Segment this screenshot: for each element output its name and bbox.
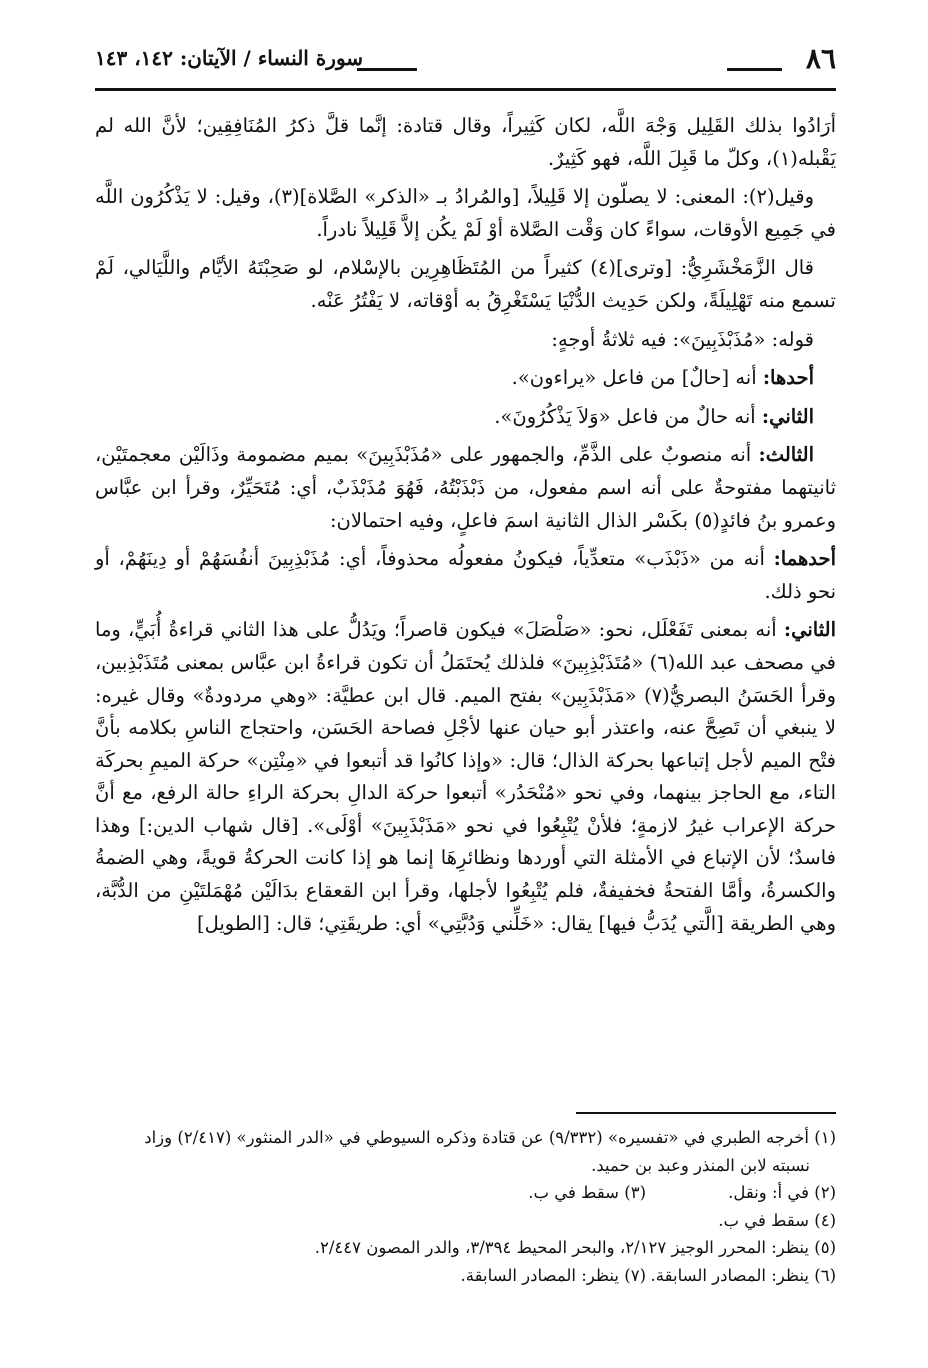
footnote: (٥) ينظر: المحرر الوجيز ٢/١٢٧، والبحر المحيط ٣/٣٩٤، والدر المصون ٢/٤٤٧.: [314, 1238, 836, 1258]
item-label: الثالث:: [758, 443, 814, 467]
page-header: [95, 38, 836, 91]
footnote: (٧) ينظر: المصادر السابقة.: [460, 1265, 646, 1285]
paragraph: [95, 362, 836, 395]
paragraph: قوله: «مُذَبْذَبِينَ»: فيه ثلاثةُ أوجهٍ:: [551, 327, 814, 351]
footnote: (١) أخرجه الطبري في «تفسيره» (٩/٣٣٢) عن قتادة وذكره السيوطي في «الدر المنثور» (٢/٤١٧) وزاد: [144, 1128, 836, 1147]
footnotes: [95, 1124, 836, 1290]
item-text: أنه حالٌ من فاعل «وَلاَ يَذْكُرُونَ».: [494, 404, 762, 428]
paragraph: [95, 439, 836, 537]
item-label: الثاني:: [761, 404, 814, 428]
footnote: (٤) سقط في ب.: [718, 1210, 836, 1230]
page-number: ٨٦: [805, 42, 836, 75]
footnote-row: [95, 1179, 836, 1207]
item-label: الثاني:: [783, 618, 836, 642]
paragraph: [95, 614, 836, 940]
item-text: أنه بمعنى تَفَعْلَل، نحو: «صَلْصَلَ» فيكون قاصراً؛ ويَدُلُّ على هذا الثاني قراءةُ أُبَيٍّ، وما في مصحف عبد الله(٦) «مُتَذَبْذِبِينَ» فلذلك يُحتَمَلُ أن تكون قراءةُ ابن عبَّاس بمعنى مُتَذَبْذِبين، وقرأ الحَسَنُ البصريُّ(٧) «مَذَبْذَبِين» بفتح الميم. قال ابن عطيَّة: «وهي مردودةٌ» وقال غيره: لا ينبغي أن تَصِحَّ عنه، واعتذر أبو حيان عنها لأجْلِ فصاحة الحَسَن، واحتجاج الناسِ بكلامه بأنَّ فتْح الميم لأجل إتباعها بحركة الذال؛ قال: «وإذا كانُوا قد أتبعوا في «مِنْتِن» حركة الميمِ بحركَة التاء، مع الحاجز بينهما، وفي نحو «مُنْحَدُر» أتبعوا حركة الدالِ بحركة الراءِ حالة الرفع، مع أنَّ حركة الإعراب غيرُ لازمةٍ؛ فلأنْ يُتْبِعُوا في نحو «مَذَبْذَبِينَ» أوْلَى». [قال شهاب الدين:] وهذا فاسدٌ؛ لأن الإتباع في الأمثلة التي أوردها ونظائرِهَا إنما هو إذا كانت الحركةُ قويةً، وهي الضمةُ والكسرةُ، وأمَّا الفتحةُ فخفيفةٌ، فلم يُتْبِعُوا لأجلها، وقرأ ابن القعقاع بدَالَيْن مُهْمَلتَيْنِ من الدُّبَّة، وهي الطريقة [الَّتي يُدَبُّ فيها] يقال: «خَلِّني وَدُبَّتِي» أي: طريقَتِي؛ قال: [الطويل]: [95, 618, 836, 935]
paragraph: [95, 401, 836, 434]
footnote-separator: [576, 1112, 836, 1114]
main-text: [95, 110, 836, 946]
item-label: أحدهما:: [773, 547, 836, 571]
footnote: (٢) في أ: ونقل.: [728, 1183, 836, 1203]
paragraph: قال الزَّمَخْشَرِيُّ: [وترى](٤) كثيراً من المُتَظَاهِرِين بالإسْلام، لو صَحِبْتَهُ الأيَّام واللَّيَالي، لَمْ تسمع منه تَهْلِيلَةً، ولكن حَدِيث الدُّنْيَا يَسْتَغْرِقُ به أوْقاته، لا يَفْتُرُ عَنْه.: [95, 256, 836, 312]
footnote-continuation: نسبته لابن المنذر وعبد بن حميد.: [591, 1155, 810, 1175]
item-label: أحدها:: [762, 366, 814, 390]
paragraph: أرَادُوا بذلك القَلِيل وَجْهَ اللَّه، لكان كَثِيراً، وقال قتادة: إنَّما قلَّ ذكرُ المُنَافِقِين؛ لأنَّ الله لم يَقْبله(١)، وكلّ ما قَبِلَ اللَّه، فهو كَثِيرٌ.: [95, 114, 836, 170]
header-dash-right: [727, 68, 782, 71]
item-text: أنه [حالٌ] من فاعل «يراءون».: [511, 366, 763, 390]
footnote-row: [95, 1262, 836, 1290]
header-dash-left: [357, 68, 417, 71]
footnote: (٣) سقط في ب.: [528, 1183, 646, 1203]
paragraph: وقيل(٢): المعنى: لا يصلّون إلا قَلِيلاً، [والمُرادُ بـ «الذكر» الصَّلاة](٣)، وقيل: لا يَذْكُرُون اللَّه في جَمِيع الأوقات، سواءً كان وَقْت الصَّلاة أوْ لَمْ يكُن إلاَّ قَلِيلاً نادراً.: [95, 185, 836, 241]
item-text: أنه من «ذَبْذَب» متعدِّياً، فيكونُ مفعولُه محذوفاً، أي: مُذَبْذِبِينَ أنفُسَهُمْ أو دِينَهُمْ، أو نحو ذلك.: [95, 547, 836, 603]
item-text: أنه منصوبٌ على الذَّمِّ، والجمهور على «مُذَبْذَبِينَ» بميم مضمومة وذَالَيْن معجمتَيْن، ثانيتهما مفتوحةٌ على أنه اسم مفعول، من ذَبْذَبْتُهُ، فَهُوَ مُذَبْذَبٌ، أي: مُتَحَيِّرٌ، وقرأ ابن عبَّاس وعمرو بنُ فائدٍ(٥) بكَسْر الذال الثانية اسمَ فاعلٍ، وفيه احتمالان:: [95, 443, 836, 532]
running-title: سورة النساء / الآيتان: ١٤٢، ١٤٣: [95, 46, 364, 70]
paragraph: [95, 543, 836, 608]
footnote: (٦) ينظر: المصادر السابقة.: [650, 1265, 836, 1285]
